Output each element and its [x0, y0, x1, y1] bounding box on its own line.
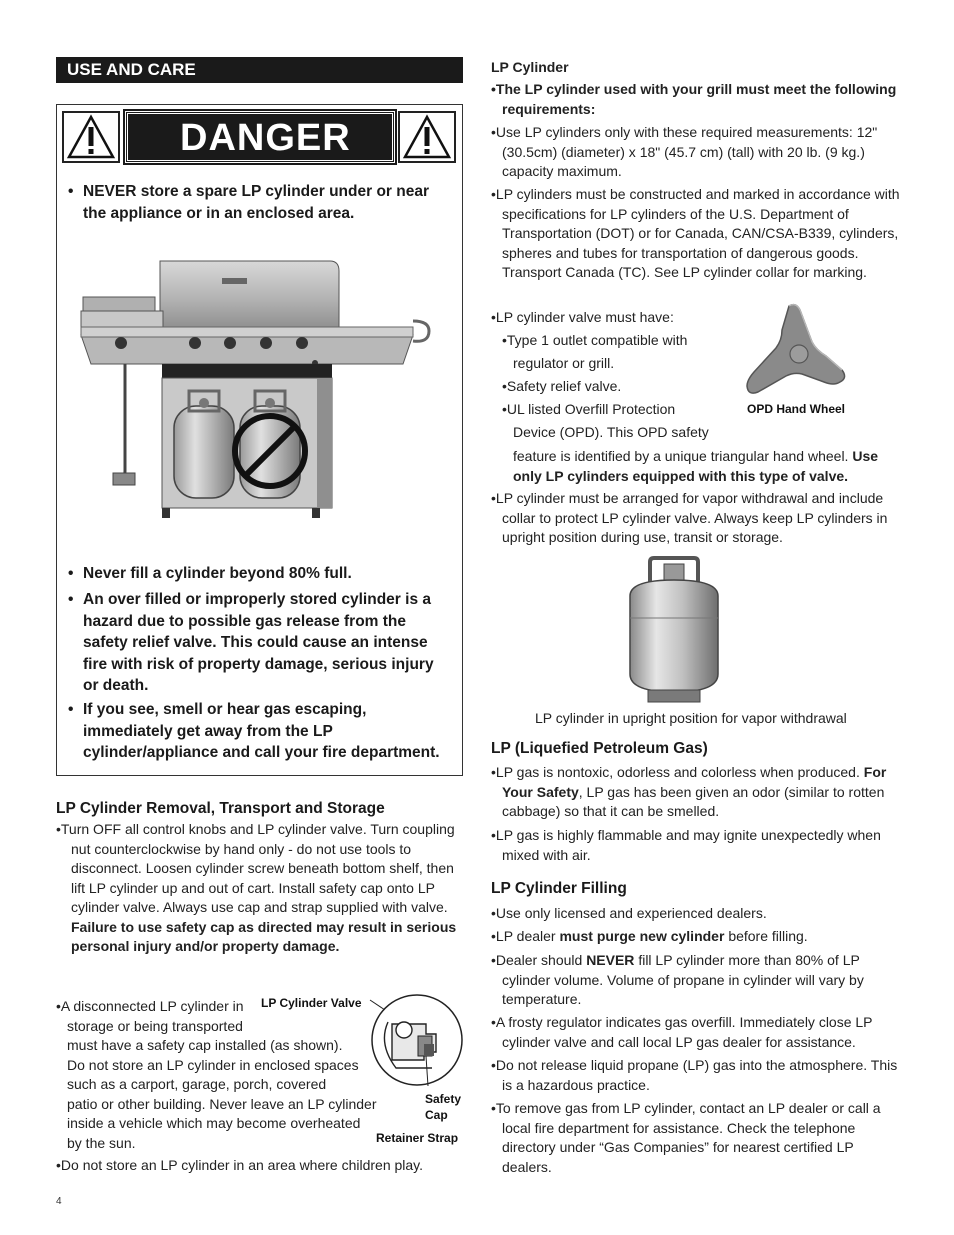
text-line: patio or other building. Never leave an LP cylinder — [67, 1095, 377, 1112]
never-bold: NEVER — [586, 952, 635, 968]
lp-cylinder-heading: LP Cylinder — [491, 59, 569, 75]
text-span: before filling. — [728, 928, 808, 944]
valve-requirements — [491, 306, 751, 444]
opd-paragraph — [513, 446, 893, 486]
bullet-mark: • — [68, 565, 74, 582]
lp-tank-illustration — [620, 556, 728, 706]
removal-warning-bold: Failure to use safety cap as directed may result in serious personal injury and/or property damage. — [71, 918, 457, 954]
filling-paragraph-1: •Use only licensed and experienced dealers. — [491, 905, 767, 921]
dot-spec-paragraph: •LP cylinders must be constructed and marked in accordance with specifications for LP cylinders of the U.S. Department of Transportation (DOT) or for Canada, CAN/CSA-B339, cylinders, spheres and tubes for transportation of dangerous goods. Transport Canada (TC). See LP cylinder collar for marking. — [491, 186, 900, 280]
filling-paragraph-5: •Do not release liquid propane (LP) gas into the atmosphere. This is a hazardous practice. — [491, 1057, 898, 1093]
filling-paragraph-3 — [491, 951, 904, 1010]
text-line: •LP cylinder valve must have: — [491, 309, 674, 325]
danger-bullet-text: An over filled or improperly stored cylinder is a hazard due to possible gas release from the safety relief valve. This could cause an intense fire with risk of property damage, serious injury or death. — [83, 591, 434, 694]
bullet-mark: • — [68, 591, 74, 608]
text-line: regulator or grill. — [513, 355, 615, 371]
safety-cap-diagram — [366, 994, 466, 1094]
text-line: storage or being transported — [67, 1017, 243, 1034]
lp-gas-paragraph-1 — [491, 763, 904, 822]
opd-hand-wheel-icon — [744, 300, 849, 396]
purge-bold: must purge new cylinder — [559, 928, 725, 944]
removal-text: •Turn OFF all control knobs and LP cylinder valve. Turn coupling nut counterclockwise by hand only - do not use tools to disconnect. Loosen cylinder screw beneath bottom shelf, then lift LP cylinder up and out of cart. Install safety cap onto LP cylinder valve. Always use cap and strap supplied with valve. — [56, 821, 455, 915]
grill-illustration — [77, 251, 447, 523]
danger-bullet — [68, 589, 458, 697]
danger-bullet-text: NEVER store a spare LP cylinder under or near the appliance or in an enclosed area. — [83, 183, 430, 222]
text-line: •Type 1 outlet compatible with — [502, 332, 688, 348]
danger-bullet — [68, 699, 458, 765]
danger-bullet — [68, 181, 458, 225]
for-your-safety-bold: For Your Safety — [502, 764, 887, 800]
safety-cap-label — [425, 1091, 461, 1123]
text-span: •LP dealer — [491, 928, 556, 944]
text-line: inside a vehicle which may become overheated — [67, 1115, 361, 1131]
bullet-mark: • — [68, 701, 74, 718]
text-line: •UL listed Overfill Protection — [502, 401, 676, 417]
label-line: Safety — [425, 1092, 462, 1106]
danger-bullet-text: If you see, smell or hear gas escaping, immediately get away from the LP cylinder/appliance and call your fire department. — [83, 701, 440, 761]
filling-heading: LP Cylinder Filling — [491, 880, 627, 897]
requirements-bold: •The LP cylinder used with your grill must meet the following requirements: — [491, 81, 897, 117]
text-span: •LP gas is nontoxic, odorless and colorless when produced. — [491, 764, 860, 780]
warning-triangle-icon — [398, 111, 456, 163]
danger-banner — [57, 105, 462, 167]
danger-title-box — [125, 111, 395, 163]
text-line: by the sun. — [67, 1134, 136, 1151]
danger-bullet-text: Never fill a cylinder beyond 80% full. — [83, 565, 352, 582]
text-span: , LP gas has been given an odor (similar to rotten cabbage) so that it can be smelled. — [502, 783, 885, 819]
label-line: Cap — [425, 1108, 448, 1122]
tank-caption: LP cylinder in upright position for vapor withdrawal — [535, 710, 847, 726]
vapor-withdrawal-paragraph: •LP cylinder must be arranged for vapor withdrawal and include collar to protect LP cylinder valve. Always keep LP cylinders in upright position during use, transit or storage. — [491, 490, 888, 545]
text-span: fill LP cylinder more than 80% of LP cylinder volume. Volume of propane in cylinder will vary by temperature. — [502, 952, 864, 1007]
danger-title: DANGER — [180, 117, 351, 159]
disconnected-cylinder-paragraph — [56, 997, 386, 1153]
text-line: must have a safety cap installed (as shown). — [67, 1037, 343, 1053]
lp-gas-paragraph-2: •LP gas is highly flammable and may ignite unexpectedly when mixed with air. — [491, 827, 881, 863]
opd-hand-wheel-label: OPD Hand Wheel — [747, 402, 846, 416]
warning-triangle-icon — [62, 111, 120, 163]
text-line: such as a carport, garage, porch, covered — [67, 1076, 327, 1092]
section-header-label: USE AND CARE — [67, 60, 196, 79]
text-line: Do not store an LP cylinder in enclosed spaces — [67, 1056, 359, 1073]
text-line: •A disconnected LP cylinder in — [56, 998, 244, 1014]
valve-label: LP Cylinder Valve — [261, 996, 362, 1010]
section-header — [56, 57, 463, 83]
removal-paragraph — [56, 820, 463, 957]
retainer-strap-label: Retainer Strap — [376, 1131, 459, 1145]
opd-bold-text: Use only LP cylinders equipped with this type of valve. — [513, 448, 879, 484]
text-span: •Dealer should — [491, 952, 583, 968]
measurements-paragraph: •Use LP cylinders only with these required measurements: 12" (30.5cm) (diameter) x 18" (45.7 cm) (tall) with 20 lb. (9 kg.) capacity maximum. — [491, 124, 878, 179]
danger-box — [56, 104, 463, 776]
opd-text: feature is identified by a unique triangular hand wheel. — [513, 448, 849, 464]
filling-paragraph-4: •A frosty regulator indicates gas overfill. Immediately close LP cylinder valve and call local LP gas dealer for assistance. — [491, 1014, 873, 1050]
text-line: •Safety relief valve. — [502, 378, 622, 394]
removal-heading: LP Cylinder Removal, Transport and Storage — [56, 800, 385, 817]
lp-gas-heading: LP (Liquefied Petroleum Gas) — [491, 740, 708, 757]
page-number: 4 — [56, 1196, 62, 1207]
filling-paragraph-2 — [491, 927, 904, 947]
filling-paragraph-6: •To remove gas from LP cylinder, contact an LP dealer or call a local fire department for assistance. Check the telephone directory under “Gas Companies” for nearest certified LP dealers. — [491, 1100, 881, 1175]
children-paragraph: •Do not store an LP cylinder in an area where children play. — [56, 1157, 424, 1173]
bullet-mark: • — [68, 183, 74, 200]
text-line: Device (OPD). This OPD safety — [513, 424, 709, 440]
danger-bullet — [68, 563, 458, 585]
